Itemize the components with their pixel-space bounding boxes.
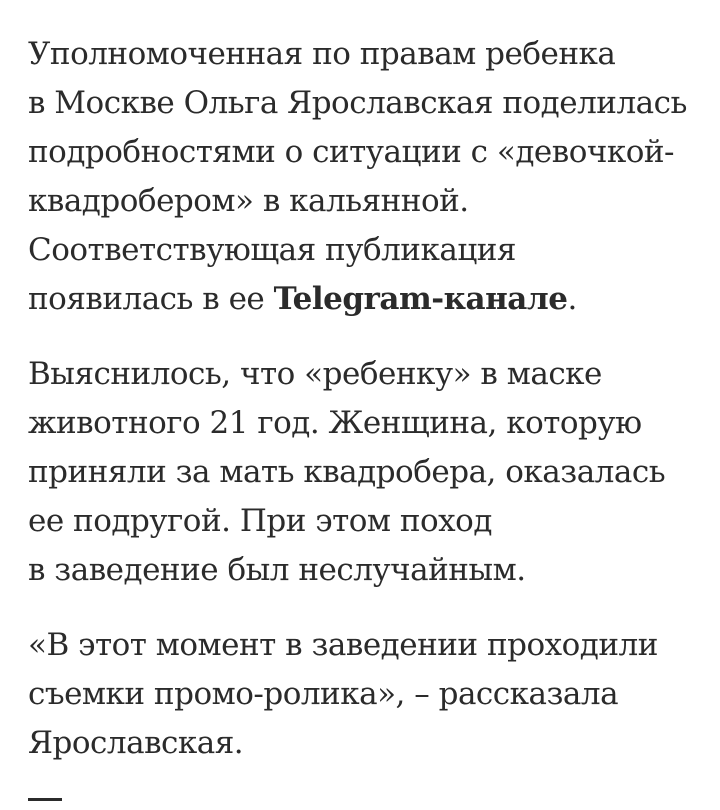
text-line: в заведение был неслучайным. bbox=[28, 552, 526, 588]
text-line: ее подругой. При этом поход bbox=[28, 503, 492, 539]
text-line: животного 21 год. Женщина, которую bbox=[28, 405, 642, 441]
text-line: Выяснилось, что «ребенку» в маске bbox=[28, 356, 602, 392]
next-paragraph-cutoff bbox=[28, 798, 62, 810]
text-fragment: появилась в ее bbox=[28, 281, 274, 317]
text-fragment: . bbox=[567, 281, 577, 317]
text-line: «В этот момент в заведении проходили bbox=[28, 627, 658, 663]
telegram-channel-link[interactable]: Telegram-канале bbox=[273, 281, 568, 317]
paragraph-1 bbox=[28, 30, 687, 324]
text-line: съемки промо-ролика», – рассказала bbox=[28, 676, 619, 712]
text-line: квадробером» в кальянной. bbox=[28, 183, 469, 219]
text-line: Ярославская. bbox=[28, 725, 244, 761]
paragraph-2 bbox=[28, 350, 665, 595]
paragraph-3 bbox=[28, 621, 658, 768]
text-line: Уполномоченная по правам ребенка bbox=[28, 36, 616, 72]
text-line: в Москве Ольга Ярославская поделилась bbox=[28, 85, 687, 121]
text-line: подробностями о ситуации с «девочкой- bbox=[28, 134, 675, 170]
text-line-with-link bbox=[28, 275, 687, 324]
text-line: приняли за мать квадробера, оказалась bbox=[28, 454, 666, 490]
text-line: Соответствующая публикация bbox=[28, 232, 516, 268]
